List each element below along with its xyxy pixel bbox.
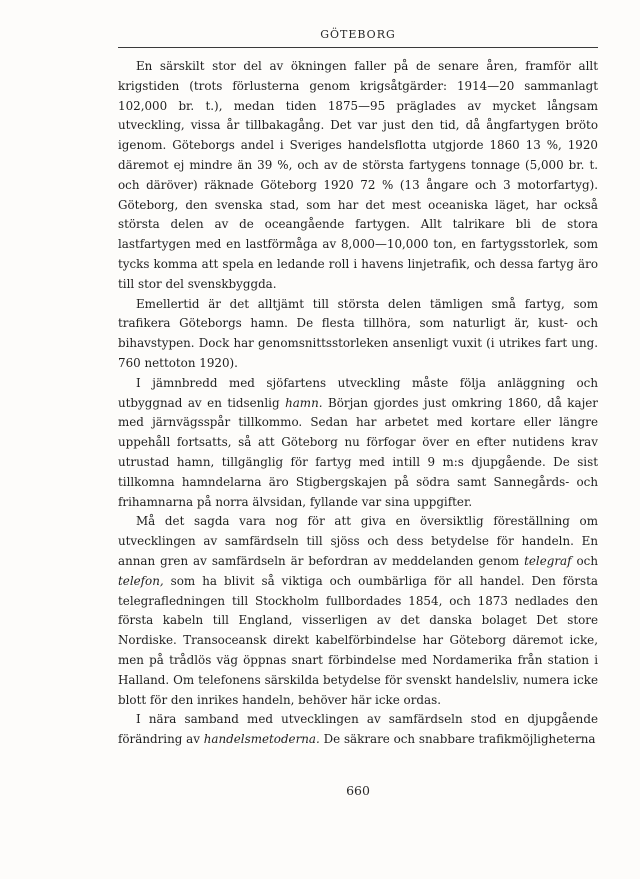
header-rule — [118, 47, 598, 48]
body-text — [118, 57, 598, 750]
italic-term-telegraf: telegraf — [524, 553, 572, 568]
paragraph — [118, 374, 598, 513]
text-run: som ha blivit så viktiga och oumbärliga för all handel. Den första telegrafledningen till Stockholm fullbordades 1854, och 1873 nedlades den första kabeln till England, visserligen av det danska bolaget Det store Nordiske. Transoceansk direkt kabelförbindelse har Göteborg däremot icke, men på trådlös väg öppnas snart förbindelse med Nordamerika från station i Halland. Om telefonens särskilda betydelse för svenskt handelsliv, numera icke blott för den inrikes handeln, behöver här icke ordas. — [118, 573, 598, 707]
text-run: I nära samband med utvecklingen av samfärdseln stod en djupgående förändring av — [118, 712, 598, 747]
text-run: Emellertid är det alltjämt till största delen tämligen små fartyg, som trafikera Göteborgs hamn. De flesta tillhöra, som naturligt är, kust- och bihavstypen. Dock har genomsnittsstorleken ansenligt vuxit (i utrikes fart ung. 760 nettoton 1920). — [118, 296, 598, 370]
paragraph — [118, 57, 598, 295]
paragraph — [118, 512, 598, 710]
text-run: De säkrare och snabbare trafikmöjligheterna — [319, 732, 596, 747]
text-run: Må det sagda vara nog för att giva en översiktlig föreställning om utvecklingen av samfärdseln till sjöss och dess betydelse för handeln. En annan gren av samfärdseln är befordran av meddelanden genom — [118, 514, 598, 568]
text-run: I jämnbredd med sjöfartens utveckling måste följa anläggning och utbyggnad av en tidsenlig — [118, 375, 598, 410]
italic-term-hamn: hamn. — [285, 395, 323, 410]
text-run: och — [571, 553, 598, 568]
italic-term-telefon: telefon, — [118, 573, 164, 588]
text-run: En särskilt stor del av ökningen faller på de senare åren, framför allt krigstiden (trots förlusterna genom krigsåtgärder: 1914—20 sammanlagt 102,000 br. t.), medan tiden 1875—95 präglades av mycket långsam utveckling, vissa år tillbakagång. Det var just den tid, då ångfartygen bröto igenom. Göteborgs andel i Sveriges handelsflotta utgjorde 1860 13 %, 1920 däremot ej mindre än 39 %, och av de största fartygens tonnage (5,000 br. t. och däröver) räknade Göteborg 1920 72 % (13 ångare och 3 motorfartyg). Göteborg, den svenska stad, som har det mest oceaniska läget, har också största delen av de oceangående fartygen. Allt talrikare bli de stora lastfartygen med en lastförmåga av 8,000—10,000 ton, en fartygsstorlek, som tycks komma att spela en ledande roll i havens linjetrafik, och dessa fartyg äro till stor del svenskbyggda. — [118, 59, 598, 291]
page-number: 660 — [346, 783, 370, 798]
italic-term-handelsmetoderna: handelsmetoderna. — [203, 732, 320, 747]
running-head: GÖTEBORG — [320, 28, 396, 41]
paragraph — [118, 295, 598, 374]
paragraph — [118, 710, 598, 750]
text-run: Början gjordes just omkring 1860, då kajer med järnvägsspår tillkommo. Sedan har arbetet med kortare eller längre uppehåll fortsatts, så att Göteborg nu förfogar över en efter nutidens krav utrustad hamn, tillgänglig för fartyg med intill 9 m:s djupgående. De sist tillkomna hamndelarna äro Stigbergskajen på södra samt Sannegårds- och frihamnarna på norra älvsidan, fyllande var sina uppgifter. — [118, 395, 598, 509]
